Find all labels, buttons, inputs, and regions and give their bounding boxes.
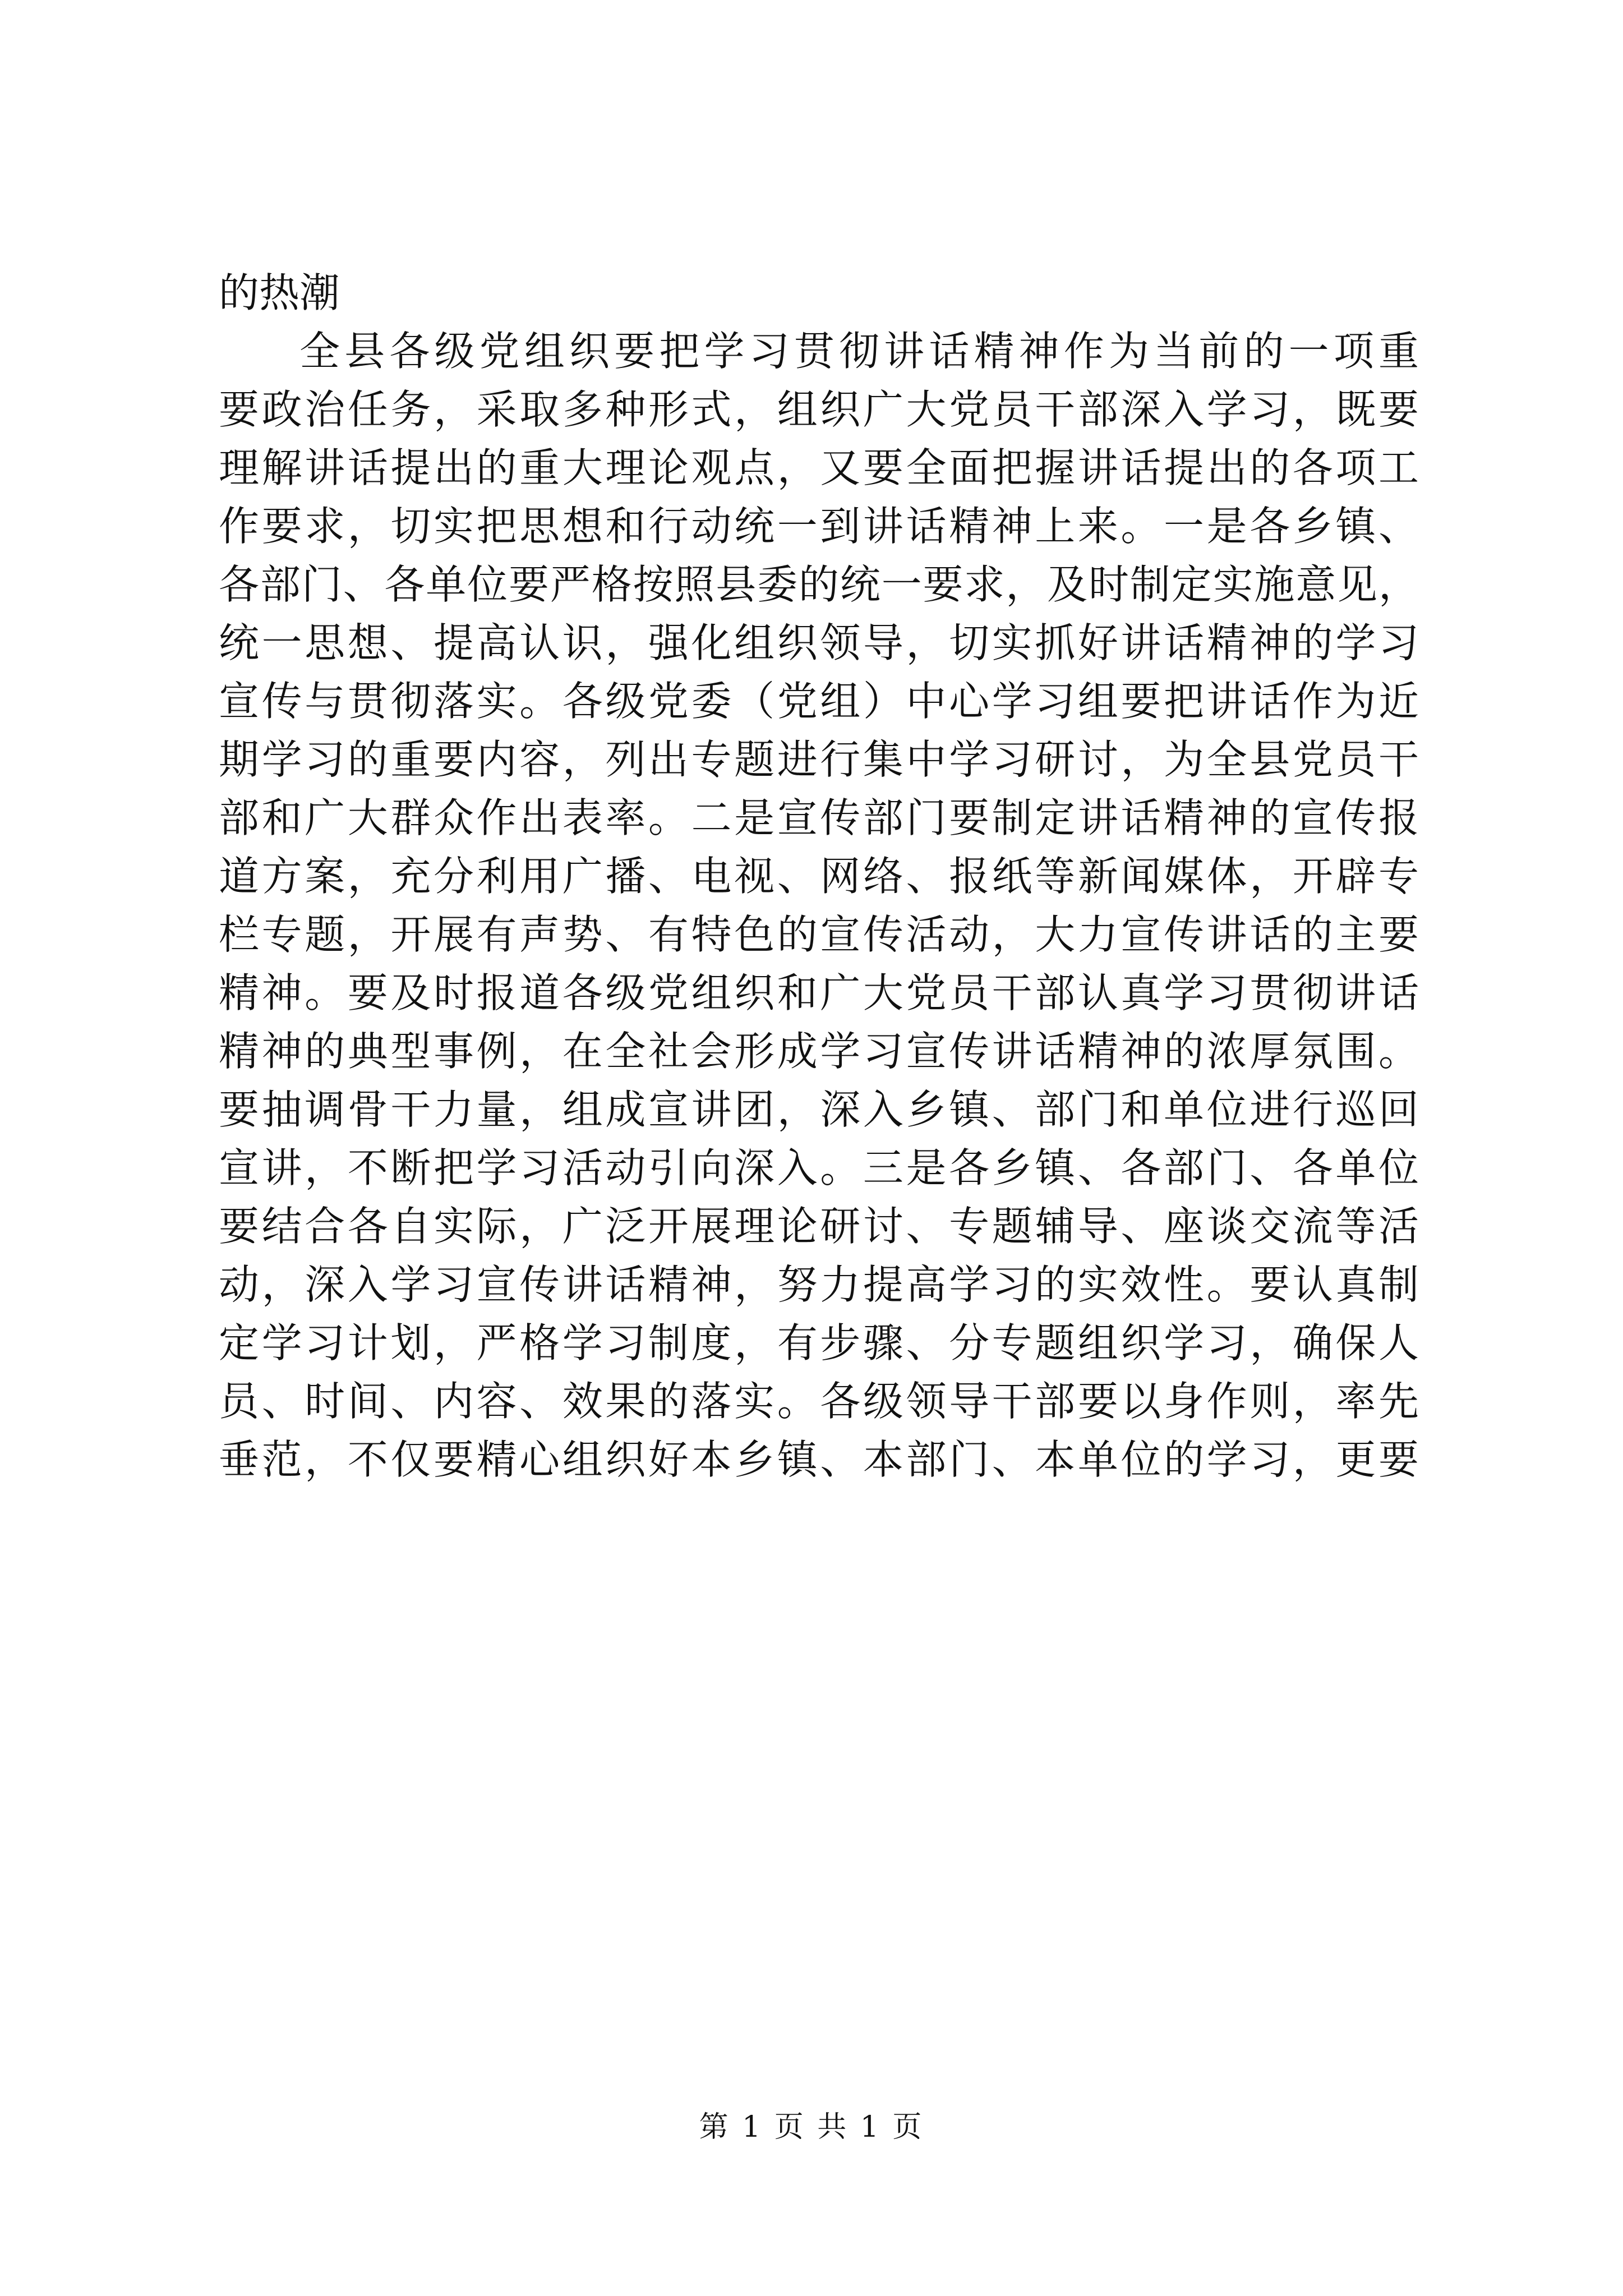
text-line: 期学习的重要内容，列出专题进行集中学习研讨，为全县党员干 [219,736,1419,783]
text-line: 理解讲话提出的重大理论观点，又要全面把握讲话提出的各项工 [219,444,1419,491]
text-line: 道方案，充分利用广播、电视、网络、报纸等新闻媒体，开辟专 [219,853,1419,900]
text-line: 统一思想、提高认识，强化组织领导，切实抓好讲话精神的学习 [219,619,1419,666]
text-line: 要结合各自实际，广泛开展理论研讨、专题辅导、座谈交流等活 [219,1203,1419,1250]
text-line: 动，深入学习宣传讲话精神，努力提高学习的实效性。要认真制 [219,1261,1419,1308]
text-line: 的热潮 [219,269,340,316]
text-line: 栏专题，开展有声势、有特色的宣传活动，大力宣传讲话的主要 [219,911,1419,958]
body-text [219,264,1419,1489]
text-line: 宣传与贯彻落实。各级党委（党组）中心学习组要把讲话作为近 [219,678,1419,725]
page-number-footer: 第 1 页 共 1 页 [699,2110,924,2144]
text-line: 部和广大群众作出表率。二是宣传部门要制定讲话精神的宣传报 [219,794,1419,841]
text-line: 作要求，切实把思想和行动统一到讲话精神上来。一是各乡镇、 [219,503,1419,550]
text-line: 精神的典型事例，在全社会形成学习宣传讲话精神的浓厚氛围。 [219,1028,1419,1075]
text-line: 精神。要及时报道各级党组织和广大党员干部认真学习贯彻讲话 [219,969,1419,1016]
text-line: 垂范，不仅要精心组织好本乡镇、本部门、本单位的学习，更要 [219,1436,1419,1483]
text-line: 各部门、各单位要严格按照县委的统一要求，及时制定实施意见， [219,561,1419,608]
text-line: 要抽调骨干力量，组成宣讲团，深入乡镇、部门和单位进行巡回 [219,1086,1419,1133]
text-line: 要政治任务，采取多种形式，组织广大党员干部深入学习，既要 [219,386,1419,433]
text-line: 定学习计划，严格学习制度，有步骤、分专题组织学习，确保人 [219,1319,1419,1366]
text-line: 宣讲，不断把学习活动引向深入。三是各乡镇、各部门、各单位 [219,1144,1419,1191]
text-line: 员、时间、内容、效果的落实。各级领导干部要以身作则，率先 [219,1378,1419,1425]
text-line: 全县各级党组织要把学习贯彻讲话精神作为当前的一项重 [299,328,1419,375]
